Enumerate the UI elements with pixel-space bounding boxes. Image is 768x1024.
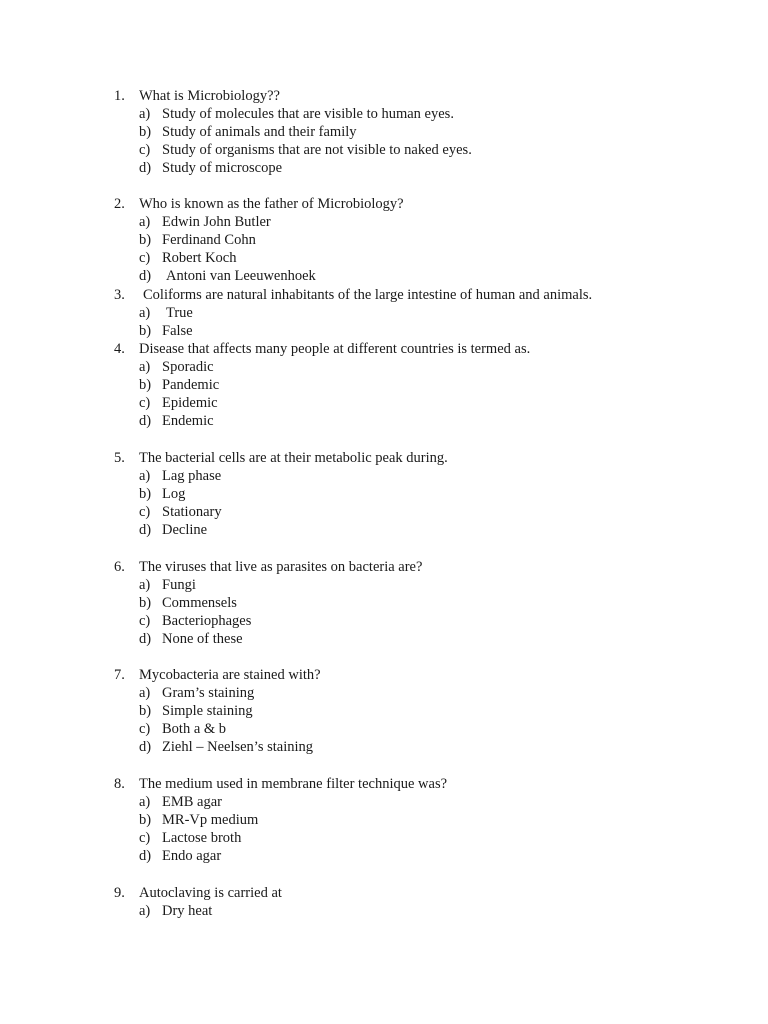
option-text: Endemic <box>162 413 214 430</box>
question-number: 7. <box>114 667 125 683</box>
question-line <box>0 340 768 358</box>
option-text: False <box>162 323 193 340</box>
question-line <box>0 884 768 902</box>
option-text: Study of organisms that are not visible to naked eyes. <box>162 142 472 159</box>
option-c <box>0 394 768 412</box>
option-letter: c) <box>139 504 151 521</box>
option-letter: a) <box>139 903 151 920</box>
option-letter: b) <box>139 703 152 720</box>
option-d <box>0 267 768 285</box>
option-b <box>0 702 768 720</box>
option-letter: a) <box>139 685 151 702</box>
option-a <box>0 467 768 485</box>
option-letter: c) <box>139 395 151 412</box>
question-line <box>0 775 768 793</box>
option-b <box>0 123 768 141</box>
option-text: None of these <box>162 631 243 648</box>
option-letter: b) <box>139 323 152 340</box>
option-b <box>0 811 768 829</box>
question-2 <box>0 195 768 285</box>
option-text: Study of molecules that are visible to human eyes. <box>162 106 454 123</box>
question-6 <box>0 558 768 648</box>
option-a <box>0 105 768 123</box>
question-number: 3. <box>114 287 125 303</box>
option-text: MR-Vp medium <box>162 812 259 829</box>
option-letter: d) <box>139 848 152 865</box>
option-text: Lactose broth <box>162 830 242 847</box>
option-text: Robert Koch <box>162 250 237 267</box>
option-a <box>0 304 768 322</box>
option-letter: c) <box>139 250 151 267</box>
question-number: 6. <box>114 559 125 575</box>
option-a <box>0 213 768 231</box>
question-text: Disease that affects many people at different countries is termed as. <box>139 341 531 357</box>
question-number: 1. <box>114 88 125 104</box>
option-letter: a) <box>139 468 151 485</box>
option-letter: a) <box>139 214 151 231</box>
option-d <box>0 159 768 177</box>
option-text: Log <box>162 486 186 503</box>
option-d <box>0 847 768 865</box>
option-a <box>0 576 768 594</box>
option-text: Study of microscope <box>162 160 283 177</box>
option-text: Study of animals and their family <box>162 124 357 141</box>
option-letter: b) <box>139 377 152 394</box>
option-letter: d) <box>139 739 152 756</box>
option-c <box>0 829 768 847</box>
option-text: Both a & b <box>162 721 227 738</box>
option-text: Dry heat <box>162 903 213 920</box>
option-text: Endo agar <box>162 848 222 865</box>
option-letter: b) <box>139 595 152 612</box>
option-letter: d) <box>139 268 152 285</box>
option-d <box>0 630 768 648</box>
question-9 <box>0 884 768 920</box>
option-text: Decline <box>162 522 208 539</box>
question-text: What is Microbiology?? <box>139 88 280 104</box>
question-line <box>0 87 768 105</box>
option-letter: b) <box>139 232 152 249</box>
option-d <box>0 738 768 756</box>
option-a <box>0 684 768 702</box>
question-line <box>0 286 768 304</box>
option-text: Ferdinand Cohn <box>162 232 256 249</box>
option-d <box>0 521 768 539</box>
option-a <box>0 902 768 920</box>
option-text: Antoni van Leeuwenhoek <box>166 268 316 285</box>
question-text: Who is known as the father of Microbiology? <box>139 196 404 212</box>
question-number: 2. <box>114 196 125 212</box>
option-text: Fungi <box>162 577 196 594</box>
option-text: Epidemic <box>162 395 218 412</box>
option-d <box>0 412 768 430</box>
option-b <box>0 594 768 612</box>
option-letter: d) <box>139 522 152 539</box>
option-letter: a) <box>139 577 151 594</box>
option-text: EMB agar <box>162 794 222 811</box>
option-letter: a) <box>139 794 151 811</box>
option-letter: b) <box>139 124 152 141</box>
question-line <box>0 195 768 213</box>
question-number: 4. <box>114 341 125 357</box>
option-text: Lag phase <box>162 468 222 485</box>
question-7 <box>0 666 768 756</box>
option-c <box>0 249 768 267</box>
question-text: The viruses that live as parasites on bacteria are? <box>139 559 423 575</box>
option-text: Edwin John Butler <box>162 214 271 231</box>
option-text: Sporadic <box>162 359 214 376</box>
option-b <box>0 485 768 503</box>
option-c <box>0 503 768 521</box>
option-letter: d) <box>139 413 152 430</box>
option-letter: b) <box>139 486 152 503</box>
option-letter: c) <box>139 830 151 847</box>
option-b <box>0 376 768 394</box>
question-text: Autoclaving is carried at <box>139 885 282 901</box>
option-a <box>0 793 768 811</box>
option-letter: b) <box>139 812 152 829</box>
option-text: True <box>166 305 193 322</box>
question-text: Coliforms are natural inhabitants of the large intestine of human and animals. <box>143 287 593 303</box>
option-c <box>0 612 768 630</box>
option-a <box>0 358 768 376</box>
question-4 <box>0 340 768 430</box>
option-text: Bacteriophages <box>162 613 252 630</box>
option-text: Stationary <box>162 504 222 521</box>
question-text: The bacterial cells are at their metabolic peak during. <box>139 450 448 466</box>
question-1 <box>0 87 768 177</box>
option-c <box>0 720 768 738</box>
option-letter: c) <box>139 142 151 159</box>
question-number: 8. <box>114 776 125 792</box>
option-letter: c) <box>139 613 151 630</box>
option-letter: a) <box>139 305 151 322</box>
question-text: The medium used in membrane filter technique was? <box>139 776 448 792</box>
question-3 <box>0 286 768 340</box>
option-b <box>0 231 768 249</box>
question-line <box>0 666 768 684</box>
option-text: Ziehl – Neelsen’s staining <box>162 739 314 756</box>
option-letter: a) <box>139 106 151 123</box>
question-line <box>0 558 768 576</box>
option-text: Pandemic <box>162 377 220 394</box>
question-5 <box>0 449 768 539</box>
option-letter: d) <box>139 160 152 177</box>
question-number: 5. <box>114 450 125 466</box>
option-letter: a) <box>139 359 151 376</box>
question-text: Mycobacteria are stained with? <box>139 667 321 683</box>
option-text: Gram’s staining <box>162 685 255 702</box>
question-number: 9. <box>114 885 125 901</box>
option-text: Simple staining <box>162 703 253 720</box>
option-text: Commensels <box>162 595 237 612</box>
option-c <box>0 141 768 159</box>
question-line <box>0 449 768 467</box>
option-letter: d) <box>139 631 152 648</box>
option-letter: c) <box>139 721 151 738</box>
question-8 <box>0 775 768 865</box>
option-b <box>0 322 768 340</box>
